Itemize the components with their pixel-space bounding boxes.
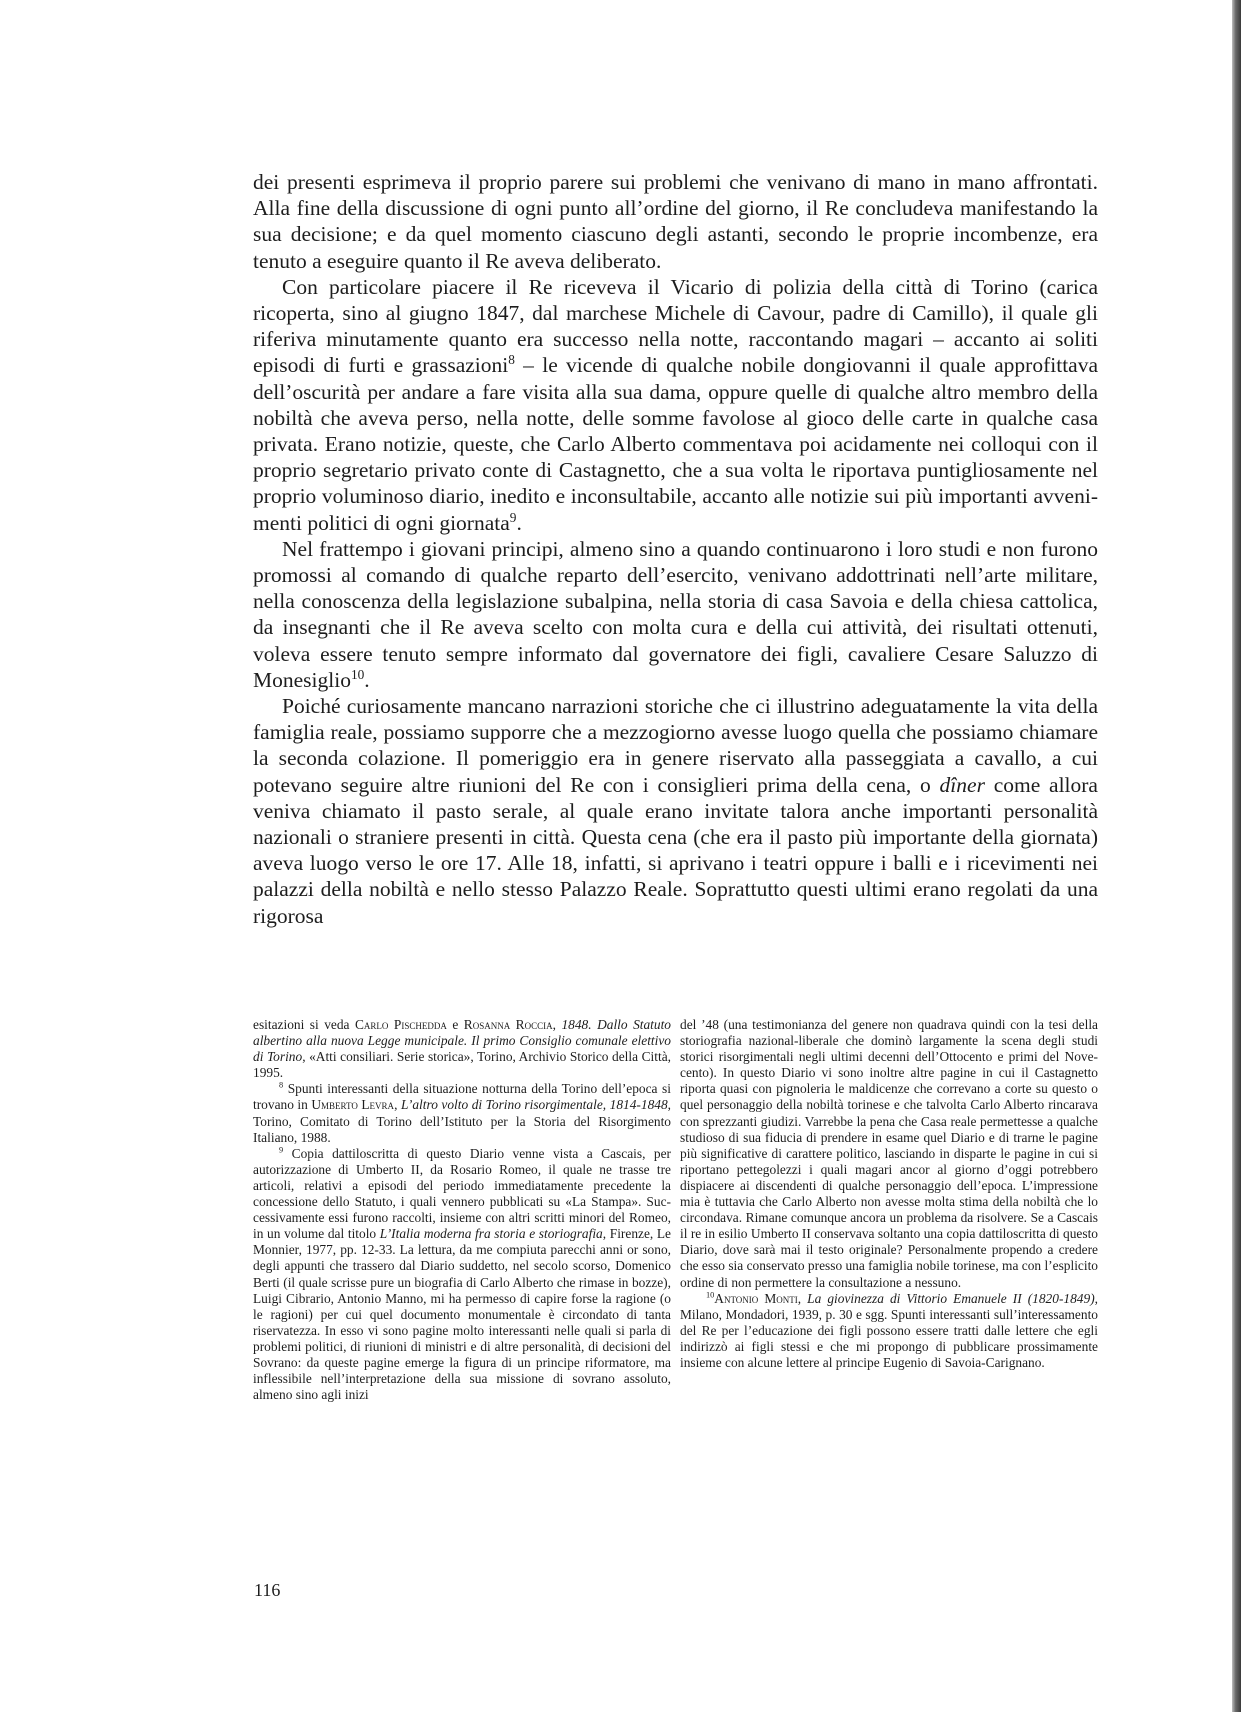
footnote-9 [253, 1146, 671, 1404]
footnote-ref-9: 9 [509, 509, 517, 525]
paragraph-2-text-c: . [516, 510, 522, 535]
footnote-9-continuation [680, 1017, 1098, 1291]
footnote-7-text-c: , «Atti consiliari. Serie storica», Torino, Archivio Storico della Città, 1995. [253, 1049, 671, 1081]
paragraph-3-text-b: . [364, 667, 370, 692]
paragraph-4-text-b: come allora veniva chiamato il pasto serale, al quale erano invitate talora anche importanti personalità nazionali o straniere presenti in città. Questa cena (che era il pasto più importante della giornata) aveva luogo verso le ore 17. Alle 18, infatti, si aprivano i teatri oppure i balli e i ricevimenti nei palazzi della nobiltà e nello stesso Palazzo Reale. Soprattutto questi ultimi erano regolati da una rigorosa [253, 772, 1098, 928]
paragraph-3 [253, 536, 1098, 693]
paragraph-2-text-b: – le vicende di qualche nobile dongiovanni il quale approfittava dell’oscurità per andare a fare visita alla sua dama, oppure quelle di qualche altro membro della nobiltà che aveva perso, nella notte, delle somme favolose al gioco delle carte in qualche casa privata. Erano notizie, queste, che Carlo Alberto commentava poi acidamente nei colloqui con il proprio segretario privato conte di Castagnetto, che a sua volta le riportava puntigliosamente nel proprio voluminoso diario, inedito e inconsultabile, accanto alle notizie sui più importanti avvenimenti politici di ogni giornata [253, 353, 1099, 535]
footnote-8-text-c: , Torino, Comitato di Torino dell’Istituto per la Storia del Risorgimento Italiano, 1988. [253, 1097, 672, 1145]
paragraph-4 [253, 693, 1098, 929]
footnote-10-title: La giovinezza di Vittorio Emanuele II (1820-1849) [807, 1290, 1095, 1306]
paragraph-2-text-a: Con particolare piacere il Re riceveva il Vicario di polizia della città di Torino (carica ricoperta, sino al giugno 1847, dal marchese Michele di Cavour, padre di Camillo), il quale gli riferiva minutamente quanto era successo nella notte, raccontando magari – accanto ai soliti episodi di furti e grassazioni [253, 274, 1098, 378]
footnote-7-title: 1848. Dallo Statuto albertino alla nuova Legge municipale. Il primo Consiglio comunale elettivo di Torino [253, 1017, 672, 1065]
paragraph-3-text-a: Nel frattempo i giovani principi, almeno sino a quando continuarono i loro studi e non furono promossi al comando di qualche reparto dell’esercito, venivano addottrinati nell’arte militare, nella conoscenza della legislazione subalpina, nella storia di casa Savoia e della chiesa cattolica, da insegnanti che il Re aveva scelto con molta cura e della cui attività, dei risultati ottenuti, voleva essere tenuto sempre informato dal governatore dei figli, cavaliere Cesare Saluzzo di Monesiglio [253, 536, 1098, 692]
page-edge-shadow [1232, 0, 1241, 1712]
footnote-8-text-a: Spunti interessanti della situazione notturna della Torino dell’epoca si trovano in [253, 1081, 671, 1113]
footnote-8-title: L’altro volto di Torino risorgimentale, 1814-1848 [400, 1097, 668, 1113]
footnote-9-text-b: , Firenze, Le Monnier, 1977, pp. 12-33. La lettura, da me compiuta parecchi anni or sono, degli appunti che trassero dal Diario suddetto, nel secolo scorso, Domenico Berti (il quale scrisse pure un biografia di Carlo Alberto che rimase in bozze), Luigi Cibrario, Antonio Manno, mi ha permesso di capire forse la ragione (o le ragioni) per cui quel documento monumentale è circondato di tanta riservatezza. In esso vi sono pagine molto interessanti nelle quali si parla di problemi politici, di riunioni di ministri e di altre personalità, di decisioni del Sovrano: da queste pagine emerge la figura di un principe riformatore, ma inflessibile nell’interpretazione della sua missione di sovrano assoluto, almeno sino agli inizi [253, 1226, 671, 1403]
footnote-9-text-a: Copia dattiloscritta di questo Diario venne vista a Cascais, per autorizzazione di Umberto II, da Rosario Romeo, il quale ne trasse tre articoli, relativi a episodi del periodo immediatamente precedente la concessione dello Statuto, i quali vennero pubblicati su «La Stampa». Successivamente essi furono raccolti, insieme con altri scritti minori del Romeo, in un volume dal titolo [253, 1145, 671, 1242]
page-number: 116 [254, 1580, 281, 1600]
footnote-10-number: 10 [706, 1290, 715, 1300]
footnote-ref-10: 10 [350, 666, 365, 682]
footnote-9-number: 9 [279, 1145, 284, 1155]
footnote-7-continuation [253, 1017, 671, 1081]
footnote-8-number: 8 [279, 1080, 284, 1090]
footnote-10-text-b: , Milano, Mondadori, 1939, p. 30 e sgg. Spunti interessanti sull’interessamento del Re per l’educazione dei figli possono essere tratti dalle lettere che egli indirizzò ai figli stessi e che mi propongo di pubblicare prossimamente insieme con alcune lettere al principe Eugenio di Savoia-Carignano. [680, 1290, 1099, 1370]
paragraph-2 [253, 274, 1098, 536]
paragraph-4-emphasis: dîner [939, 772, 985, 797]
footnote-7-and: e [446, 1017, 464, 1032]
footnote-8-author: Umberto Levra [311, 1097, 395, 1113]
footnote-7-author-1: Carlo Pischedda [354, 1017, 447, 1032]
footnote-9-title: L’Italia moderna fra storia e storiografia [379, 1226, 603, 1242]
footnote-8 [253, 1081, 671, 1145]
body-text [253, 169, 1098, 929]
footnote-10-author: Antonio Monti [714, 1290, 798, 1306]
paragraph-4-text-a: Poiché curiosamente mancano narrazioni storiche che ci illustrino adeguatamente la vita della famiglia reale, possiamo supporre che a mezzogiorno avesse luogo quella che possiamo chiamare la seconda colazione. Il pomeriggio era in genere riservato alla passeggiata a cavallo, a cui potevano seguire altre riunioni del Re con i consiglieri prima della cena, o [253, 694, 1098, 797]
paragraph-1 [253, 169, 1098, 274]
footnote-ref-8: 8 [508, 352, 515, 368]
footnote-9-continuation-text: del ’48 (una testimonianza del genere non quadrava quindi con la tesi della storiografia nazional-liberale che dominò largamente la scena degli studi storici risorgimentali negli ultimi decenni dell’Ottocento e primi del Novecento). In questo Diario vi sono inoltre altre pagine in cui il Castagnetto riporta quasi con pignoleria le maldicenze che correvano a corte su questo o quel personaggio della nobiltà torinese e che talvolta Carlo Alberto rincarava con sprezzanti giudizi. Varrebbe la pena che Casa reale permettesse a qualche studioso di sua fiducia di prendere in esame quel Diario e di trarne le pagine più significative di carattere politico, lasciando in disparte le pagine in cui si riportano pettegolezzi i quali magari ancor al giorno d’oggi potrebbero dispiacere ai discendenti di qualche personaggio dell’epoca. L’impressione mia è tuttavia che Carlo Alberto non avesse molta stima della nobiltà che lo circondava. Rimane comunque ancora un problema da risolvere. Se a Cascais il re in esilio Umberto II conservava soltanto una copia dattiloscritta di questo Diario, dove sarà mai il testo originale? Personalmente propendo a credere che esso sia conservato presso una famiglia nobile torinese, ma con l’esplicito ordine di non permettere la consultazione a nessuno. [680, 1017, 1098, 1290]
paragraph-1-text: dei presenti esprimeva il proprio parere sui problemi che venivano di mano in mano affrontati. Alla fine della discussione di ogni punto all’ordine del giorno, il Re concludeva manifestando la sua decisione; e da quel momento ciascuno degli astanti, secondo le proprie incombenze, era tenuto a eseguire quanto il Re aveva deliberato. [253, 170, 1098, 273]
footnote-10-text-a: , [797, 1290, 808, 1306]
footnote-8-text-b: , [394, 1097, 401, 1113]
footnote-7-text-a: esitazioni si veda [253, 1017, 355, 1032]
footnote-7-text-b: , [552, 1017, 562, 1032]
footnotes-column-left [253, 1017, 671, 1403]
footnote-7-author-2: Rosanna Roccia [463, 1017, 553, 1032]
footnotes [253, 1017, 1098, 1403]
footnote-10 [680, 1291, 1098, 1371]
footnotes-column-right [680, 1017, 1098, 1403]
